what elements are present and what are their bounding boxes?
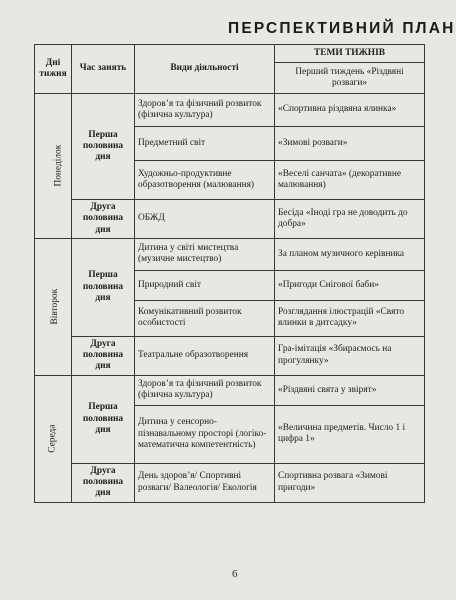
table-row	[35, 463, 425, 502]
page-number: 6	[232, 568, 238, 580]
activity-cell: День здоров’я/ Спортивні розваги/ Валеологія/ Екологія	[135, 463, 275, 502]
activity-cell: Дитина у світі мистецтва (музичне мистецтво)	[135, 238, 275, 270]
header-themes: ТЕМИ ТИЖНІВ	[275, 45, 425, 63]
theme-cell: Гра-імітація «Збираємось на прогулянку»	[275, 336, 425, 375]
table-row	[35, 336, 425, 375]
page-title: ПЕРСПЕКТИВНИЙ ПЛАН	[228, 20, 456, 37]
theme-cell: «Величина предметів. Число 1 і цифра 1»	[275, 405, 425, 463]
header-days: Дні тижня	[35, 45, 72, 94]
half-label: Друга половина дня	[72, 463, 135, 502]
header-time: Час занять	[72, 45, 135, 94]
day-cell-monday	[35, 94, 72, 239]
theme-cell: «Пригоди Снігової баби»	[275, 270, 425, 300]
theme-cell: За планом музичного керівника	[275, 238, 425, 270]
theme-cell: Бесіда «Іноді гра не доводить до добра»	[275, 200, 425, 239]
header-week1: Перший тиждень «Різдвяні розваги»	[275, 63, 425, 94]
theme-cell: «Веселі санчата» (декоративне малювання)	[275, 161, 425, 200]
table-row	[35, 375, 425, 405]
half-label: Друга половина дня	[72, 336, 135, 375]
activity-cell: ОБЖД	[135, 200, 275, 239]
activity-cell: Художньо-продуктивне образотворення (малювання)	[135, 161, 275, 200]
theme-cell: «Зимові розваги»	[275, 127, 425, 161]
activity-cell: Комунікативний розвиток особистості	[135, 300, 275, 336]
day-label: Понеділок	[53, 145, 64, 187]
day-cell-wednesday	[35, 375, 72, 502]
activity-cell: Здоров’я та фізичний розвиток (фізична культура)	[135, 94, 275, 127]
perspective-plan-table	[34, 44, 425, 503]
day-label: Середа	[47, 424, 58, 453]
activity-cell: Природний світ	[135, 270, 275, 300]
table-row	[35, 238, 425, 270]
half-label: Перша половина дня	[72, 94, 135, 200]
table-row	[35, 94, 425, 127]
header-activities: Види діяльності	[135, 45, 275, 94]
theme-cell: Спортивна розвага «Зимові пригоди»	[275, 463, 425, 502]
theme-cell: Розглядання ілюстрацій «Свято ялинки в дитсадку»	[275, 300, 425, 336]
activity-cell: Дитина у сенсорно-пізнавальному просторі (логіко-математична компетентність)	[135, 405, 275, 463]
theme-cell: «Спортивна різдвяна ялинка»	[275, 94, 425, 127]
activity-cell: Здоров’я та фізичний розвиток (фізична культура)	[135, 375, 275, 405]
table-row	[35, 200, 425, 239]
half-label: Друга половина дня	[72, 200, 135, 239]
day-cell-tuesday	[35, 238, 72, 375]
half-label: Перша половина дня	[72, 238, 135, 336]
half-label: Перша половина дня	[72, 375, 135, 463]
theme-cell: «Різдвяні свята у звірят»	[275, 375, 425, 405]
day-label: Вівторок	[50, 288, 61, 325]
activity-cell: Предметний світ	[135, 127, 275, 161]
activity-cell: Театральне образотворення	[135, 336, 275, 375]
